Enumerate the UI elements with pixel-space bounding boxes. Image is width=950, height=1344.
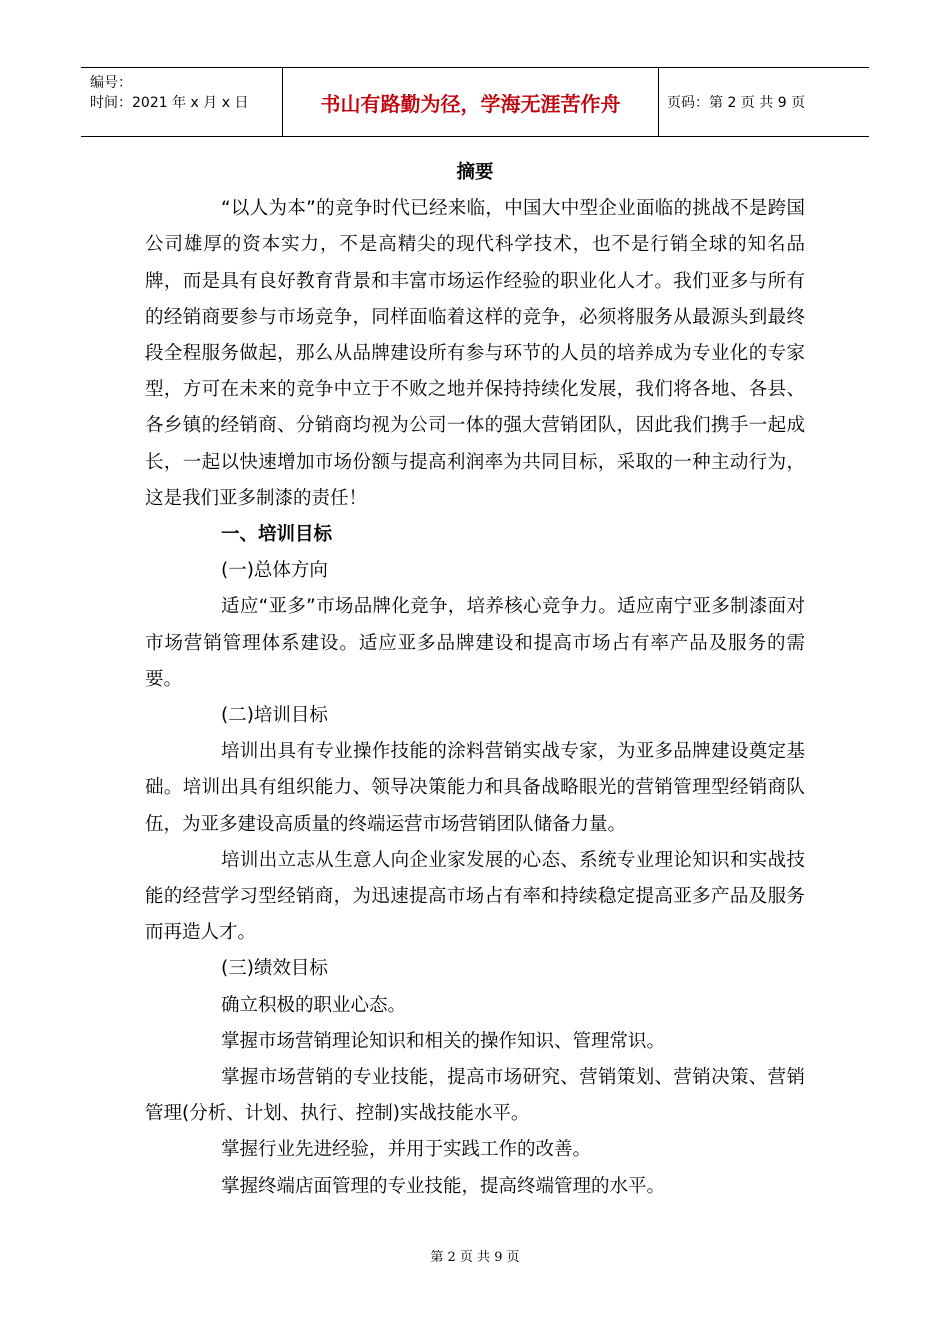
- performance-item-1: 确立积极的职业心态。: [221, 994, 407, 1016]
- intro-paragraph: “以人为本”的竞争时代已经来临，中国大中型企业面临的挑战不是跨国公司雄厚的资本实力，不是高精尖的现代科学技术，也不是行销全球的知名品牌，而是具有良好教育背景和丰富市场运作经验的职业化人才。我们亚多与所有的经销商要参与市场竞争，同样面临着这样的竞争，必须将服务从最源头到最终段全程服务做起，那么从品牌建设所有参与环节的人员的培养成为专业化的专家型，方可在未来的竞争中立于不败之地并保持持续化发展，我们将各地、各县、各乡镇的经销商、分销商均视为公司一体的强大营销团队，因此我们携手一起成长，一起以快速增加市场份额与提高利润率为共同目标，采取的一种主动行为，这是我们亚多制漆的责任！: [145, 198, 805, 509]
- performance-item-4: 掌握行业先进经验，并用于实践工作的改善。: [221, 1139, 592, 1161]
- motto-text: 书山有路勤为径，学海无涯苦作舟: [320, 91, 621, 116]
- document-title: 摘要: [456, 162, 494, 183]
- subheading-performance: (三)绩效目标: [221, 958, 328, 980]
- performance-item-5: 掌握终端店面管理的专业技能，提高终端管理的水平。: [221, 1175, 666, 1197]
- page-info-text: 页码：第 2 页 共 9 页: [667, 95, 806, 111]
- number-label: 编号：: [90, 75, 132, 91]
- subheading-direction: (一)总体方向: [221, 560, 328, 582]
- header-motto-cell: [283, 68, 659, 136]
- performance-item-3: 掌握市场营销的专业技能，提高市场研究、营销策划、营销决策、营销管理(分析、计划、执行、控制)实战技能水平。: [145, 1067, 805, 1125]
- section-heading: 一、培训目标: [221, 524, 333, 546]
- paragraph-direction: 适应“亚多”市场品牌化竞争，培养核心竞争力。适应南宁亚多制漆面对市场营销管理体系建设。适应亚多品牌建设和提高市场占有率产品及服务的需要。: [145, 596, 805, 690]
- header-page-info: [659, 68, 869, 136]
- document-body: [145, 155, 805, 1205]
- page-footer: 第 2 页 共 9 页: [430, 1250, 520, 1265]
- performance-item-2: 掌握市场营销理论知识和相关的操作知识、管理常识。: [221, 1030, 666, 1052]
- date-line: 时间：2021 年 x 月 x 日: [90, 95, 249, 111]
- subheading-goals: (二)培训目标: [221, 705, 328, 727]
- header-meta: [81, 68, 283, 136]
- paragraph-goals-1: 培训出具有专业操作技能的涂料营销实战专家，为亚多品牌建设奠定基础。培训出具有组织能力、领导决策能力和具备战略眼光的营销管理型经销商队伍，为亚多建设高质量的终端运营市场营销团队储备力量。: [145, 741, 805, 835]
- page-header: [81, 67, 869, 137]
- paragraph-goals-2: 培训出立志从生意人向企业家发展的心态、系统专业理论知识和实战技能的经营学习型经销商，为迅速提高市场占有率和持续稳定提高亚多产品及服务而再造人才。: [145, 849, 805, 944]
